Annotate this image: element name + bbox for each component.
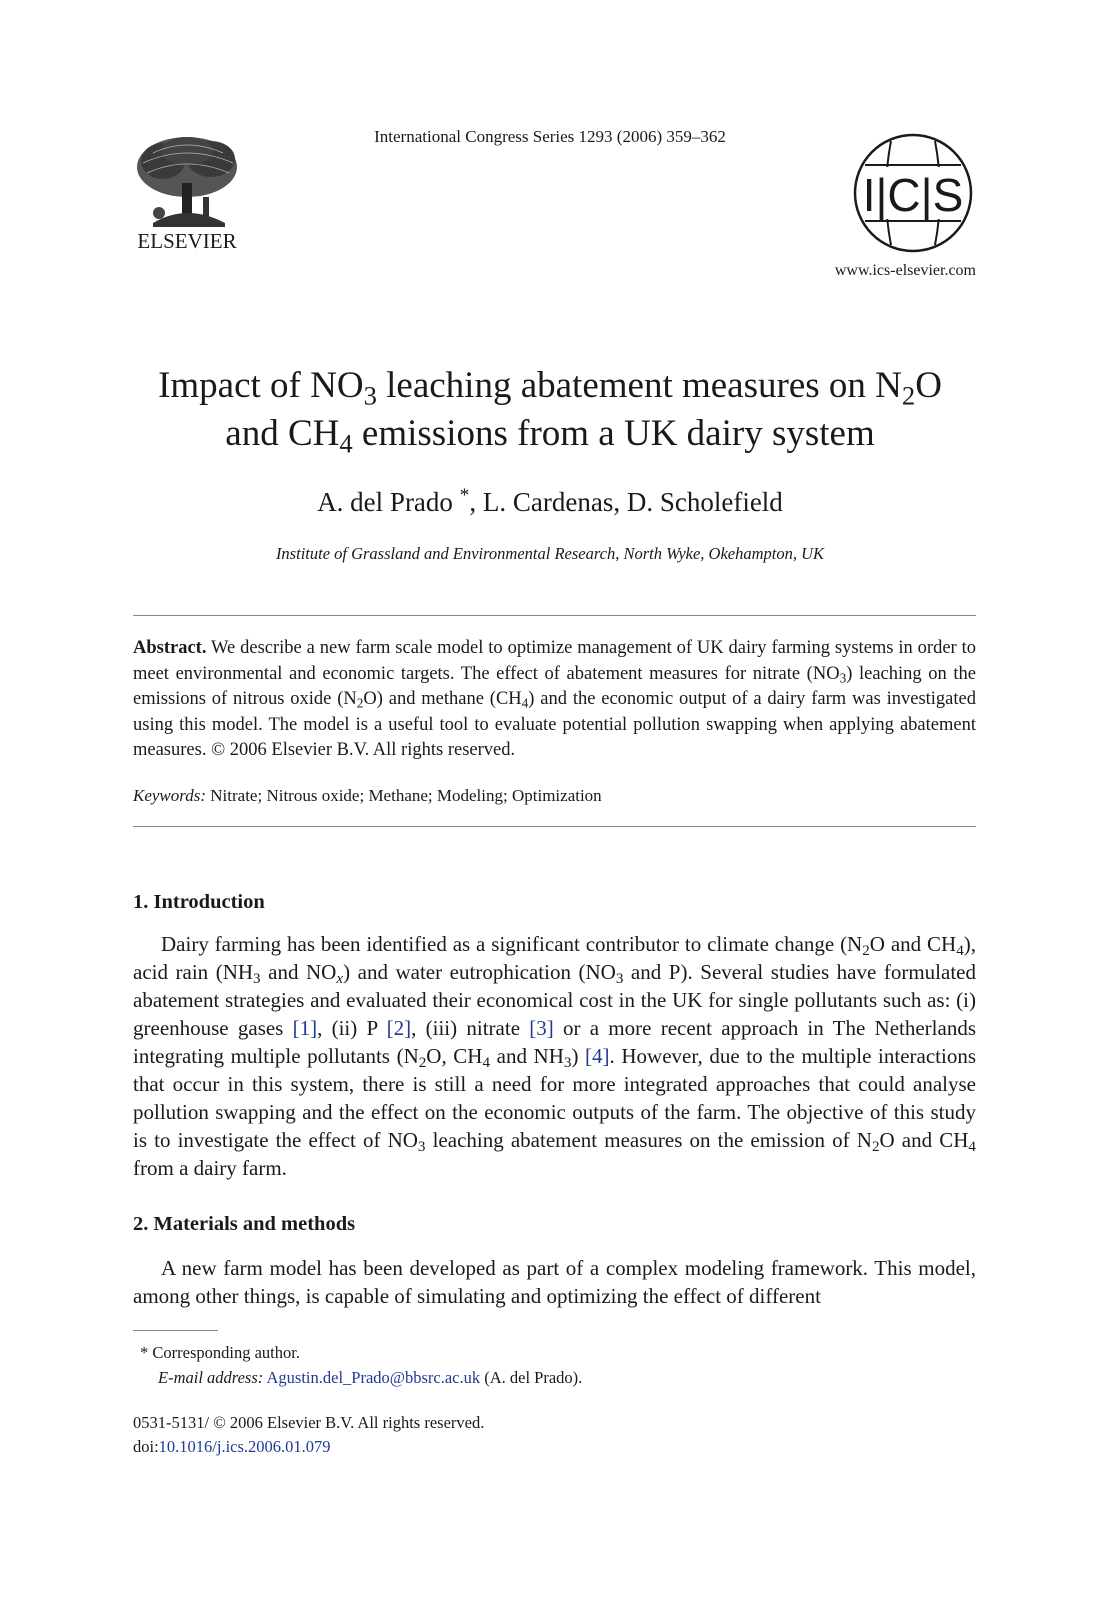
email-link[interactable]: Agustin.del_Prado@bbsrc.ac.uk <box>266 1368 481 1387</box>
ics-website: www.ics-elsevier.com <box>834 262 976 279</box>
citation-link-3[interactable]: [3] <box>529 1016 554 1040</box>
footnote-rule <box>133 1330 218 1331</box>
citation-link-2[interactable]: [2] <box>386 1016 412 1040</box>
section-heading-introduction: 1. Introduction <box>133 891 265 913</box>
citation-link-1[interactable]: [1] <box>292 1016 318 1040</box>
corresponding-mark: * <box>459 485 470 506</box>
abstract-bottom-rule <box>133 826 976 827</box>
footnote: * Corresponding author. E-mail address: Agustin.del_Prado@bbsrc.ac.uk (A. del Prado). <box>140 1343 583 1387</box>
section-heading-materials-methods: 2. Materials and methods <box>133 1213 356 1235</box>
author-name: A. del Prado <box>317 487 453 517</box>
footnote-mark: * <box>140 1343 149 1362</box>
journal-citation: International Congress Series 1293 (2006) 359–362 <box>374 127 726 146</box>
abstract: Abstract. We describe a new farm scale model to optimize management of UK dairy farming systems in order to meet environmental and economic targets. The effect of abatement measures for nitrate $(NO_3)$ leaching on the emissions of nitrous oxide $(N_2O)$ and methane $(CH_4)$ and the economic output of a dairy farm was investigated using this model. The model is a useful tool to evaluate potential pollution swapping when applying abatement measures. © 2006 Elsevier B.V. All rights reserved. <box>133 638 976 760</box>
copyright-block: 0531-5131/ © 2006 Elsevier B.V. All rights reserved. doi:10.1016/j.ics.2006.01.079 <box>133 1413 485 1456</box>
email-label: E-mail address: <box>158 1368 264 1387</box>
issn-copyright: 0531-5131/ © 2006 Elsevier B.V. All rights reserved. <box>133 1413 485 1432</box>
methods-paragraph: A new farm model has been developed as part of a complex modeling framework. This model, among other things, is capable of simulating and optimizing the effect of different <box>133 1256 976 1308</box>
paper-title: Impact of $NO_3$ leaching abatement measures on $N_2O$ and $CH_4$ emissions from a UK dairy system <box>158 365 942 459</box>
ics-globe-logo <box>851 131 975 255</box>
keywords: Keywords: Nitrate; Nitrous oxide; Methane; Modeling; Optimization <box>133 786 602 805</box>
elsevier-wordmark: ELSEVIER <box>137 229 237 253</box>
author-list: A. del Prado *, L. Cardenas, D. Scholefield <box>317 485 783 517</box>
abstract-top-rule <box>133 615 976 616</box>
keywords-label: Keywords: <box>133 786 207 805</box>
ics-logo-letters: I|C|S <box>862 169 964 221</box>
citation-link-4[interactable]: [4] <box>585 1044 610 1068</box>
abstract-label: Abstract. <box>133 638 207 658</box>
doi-link[interactable]: 10.1016/j.ics.2006.01.079 <box>158 1437 331 1456</box>
affiliation: Institute of Grassland and Environmental Research, North Wyke, Okehampton, UK <box>275 544 825 563</box>
introduction-paragraph: Dairy farming has been identified as a significant contributor to climate change ($N_2O$ and $CH_4$), acid rain ($NH_3$ and $NO_x$) and water eutrophication ($NO_3$ and P). Several studies have formulated abatement strategies and evaluated their economical cost in the UK for single pollutants such as: (i) greenhouse gases [1], (ii) P [2], (iii) nitrate [3] or a more recent approach in The Netherlands integrating multiple pollutants ($N_2O$, $CH_4$ and $NH_3$) [4]. However, due to the multiple interactions that occur in this system, there is still a need for more integrated approaches that could analyse pollution swapping and the effect on the economic outputs of the farm. The objective of this study is to investigate the effect of $NO_3$ leaching abatement measures on the emission of $N_2O$ and $CH_4$ from a dairy farm. <box>133 932 976 1180</box>
